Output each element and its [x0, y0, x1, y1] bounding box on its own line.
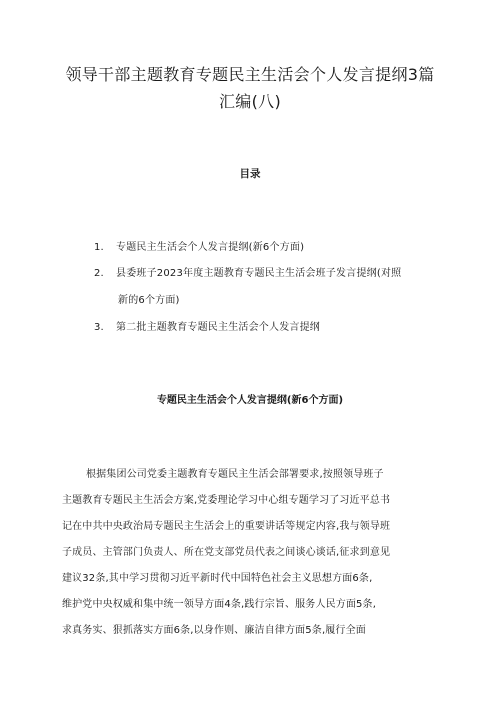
toc-item-2: [94, 264, 401, 279]
toc-item-number: 3.: [94, 322, 104, 333]
section-heading: 专题民主生活会个人发言提纲(新6个方面): [156, 395, 344, 406]
body-paragraph-line: 记在中共中央政治局专题民主生活会上的重要讲话等规定内容,我与领导班: [62, 521, 391, 532]
toc-item-text: 第二批主题教育专题民主生活会个人发言提纲: [116, 322, 320, 333]
toc-item-2-continuation: 新的6个方面): [118, 295, 180, 306]
body-paragraph-line: 子成员、主管部门负责人、所在党支部党员代表之间谈心谈话,征求到意见: [62, 547, 391, 558]
body-paragraph-line: 求真务实、狠抓落实方面6条,以身作则、廉洁自律方面5条,履行全面: [62, 625, 366, 636]
body-paragraph-line: 维护党中央权威和集中统一领导方面4条,践行宗旨、服务人民方面5条,: [62, 599, 377, 610]
body-paragraph-line: 主题教育专题民主生活会方案,党委理论学习中心组专题学习了习近平总书: [62, 495, 391, 506]
toc-item-3: [94, 318, 320, 333]
body-paragraph-line: 根据集团公司党委主题教育专题民主生活会部署要求,按照领导班子: [86, 469, 384, 480]
toc-item-text: 专题民主生活会个人发言提纲(新6个方面): [116, 242, 305, 253]
toc-item-1: [94, 238, 304, 253]
toc-item-number: 2.: [94, 268, 104, 279]
toc-item-number: 1.: [94, 242, 104, 253]
body-paragraph-line: 建议32条,其中学习贯彻习近平新时代中国特色社会主义思想方面6条,: [62, 573, 373, 584]
document-title-line-1: 领导干部主题教育专题民主生活会个人发言提纲3篇: [65, 65, 435, 84]
document-title-line-2: 汇编(八): [219, 92, 281, 111]
toc-item-text: 县委班子2023年度主题教育专题民主生活会班子发言提纲(对照: [116, 268, 402, 279]
toc-heading: 目录: [239, 168, 261, 180]
